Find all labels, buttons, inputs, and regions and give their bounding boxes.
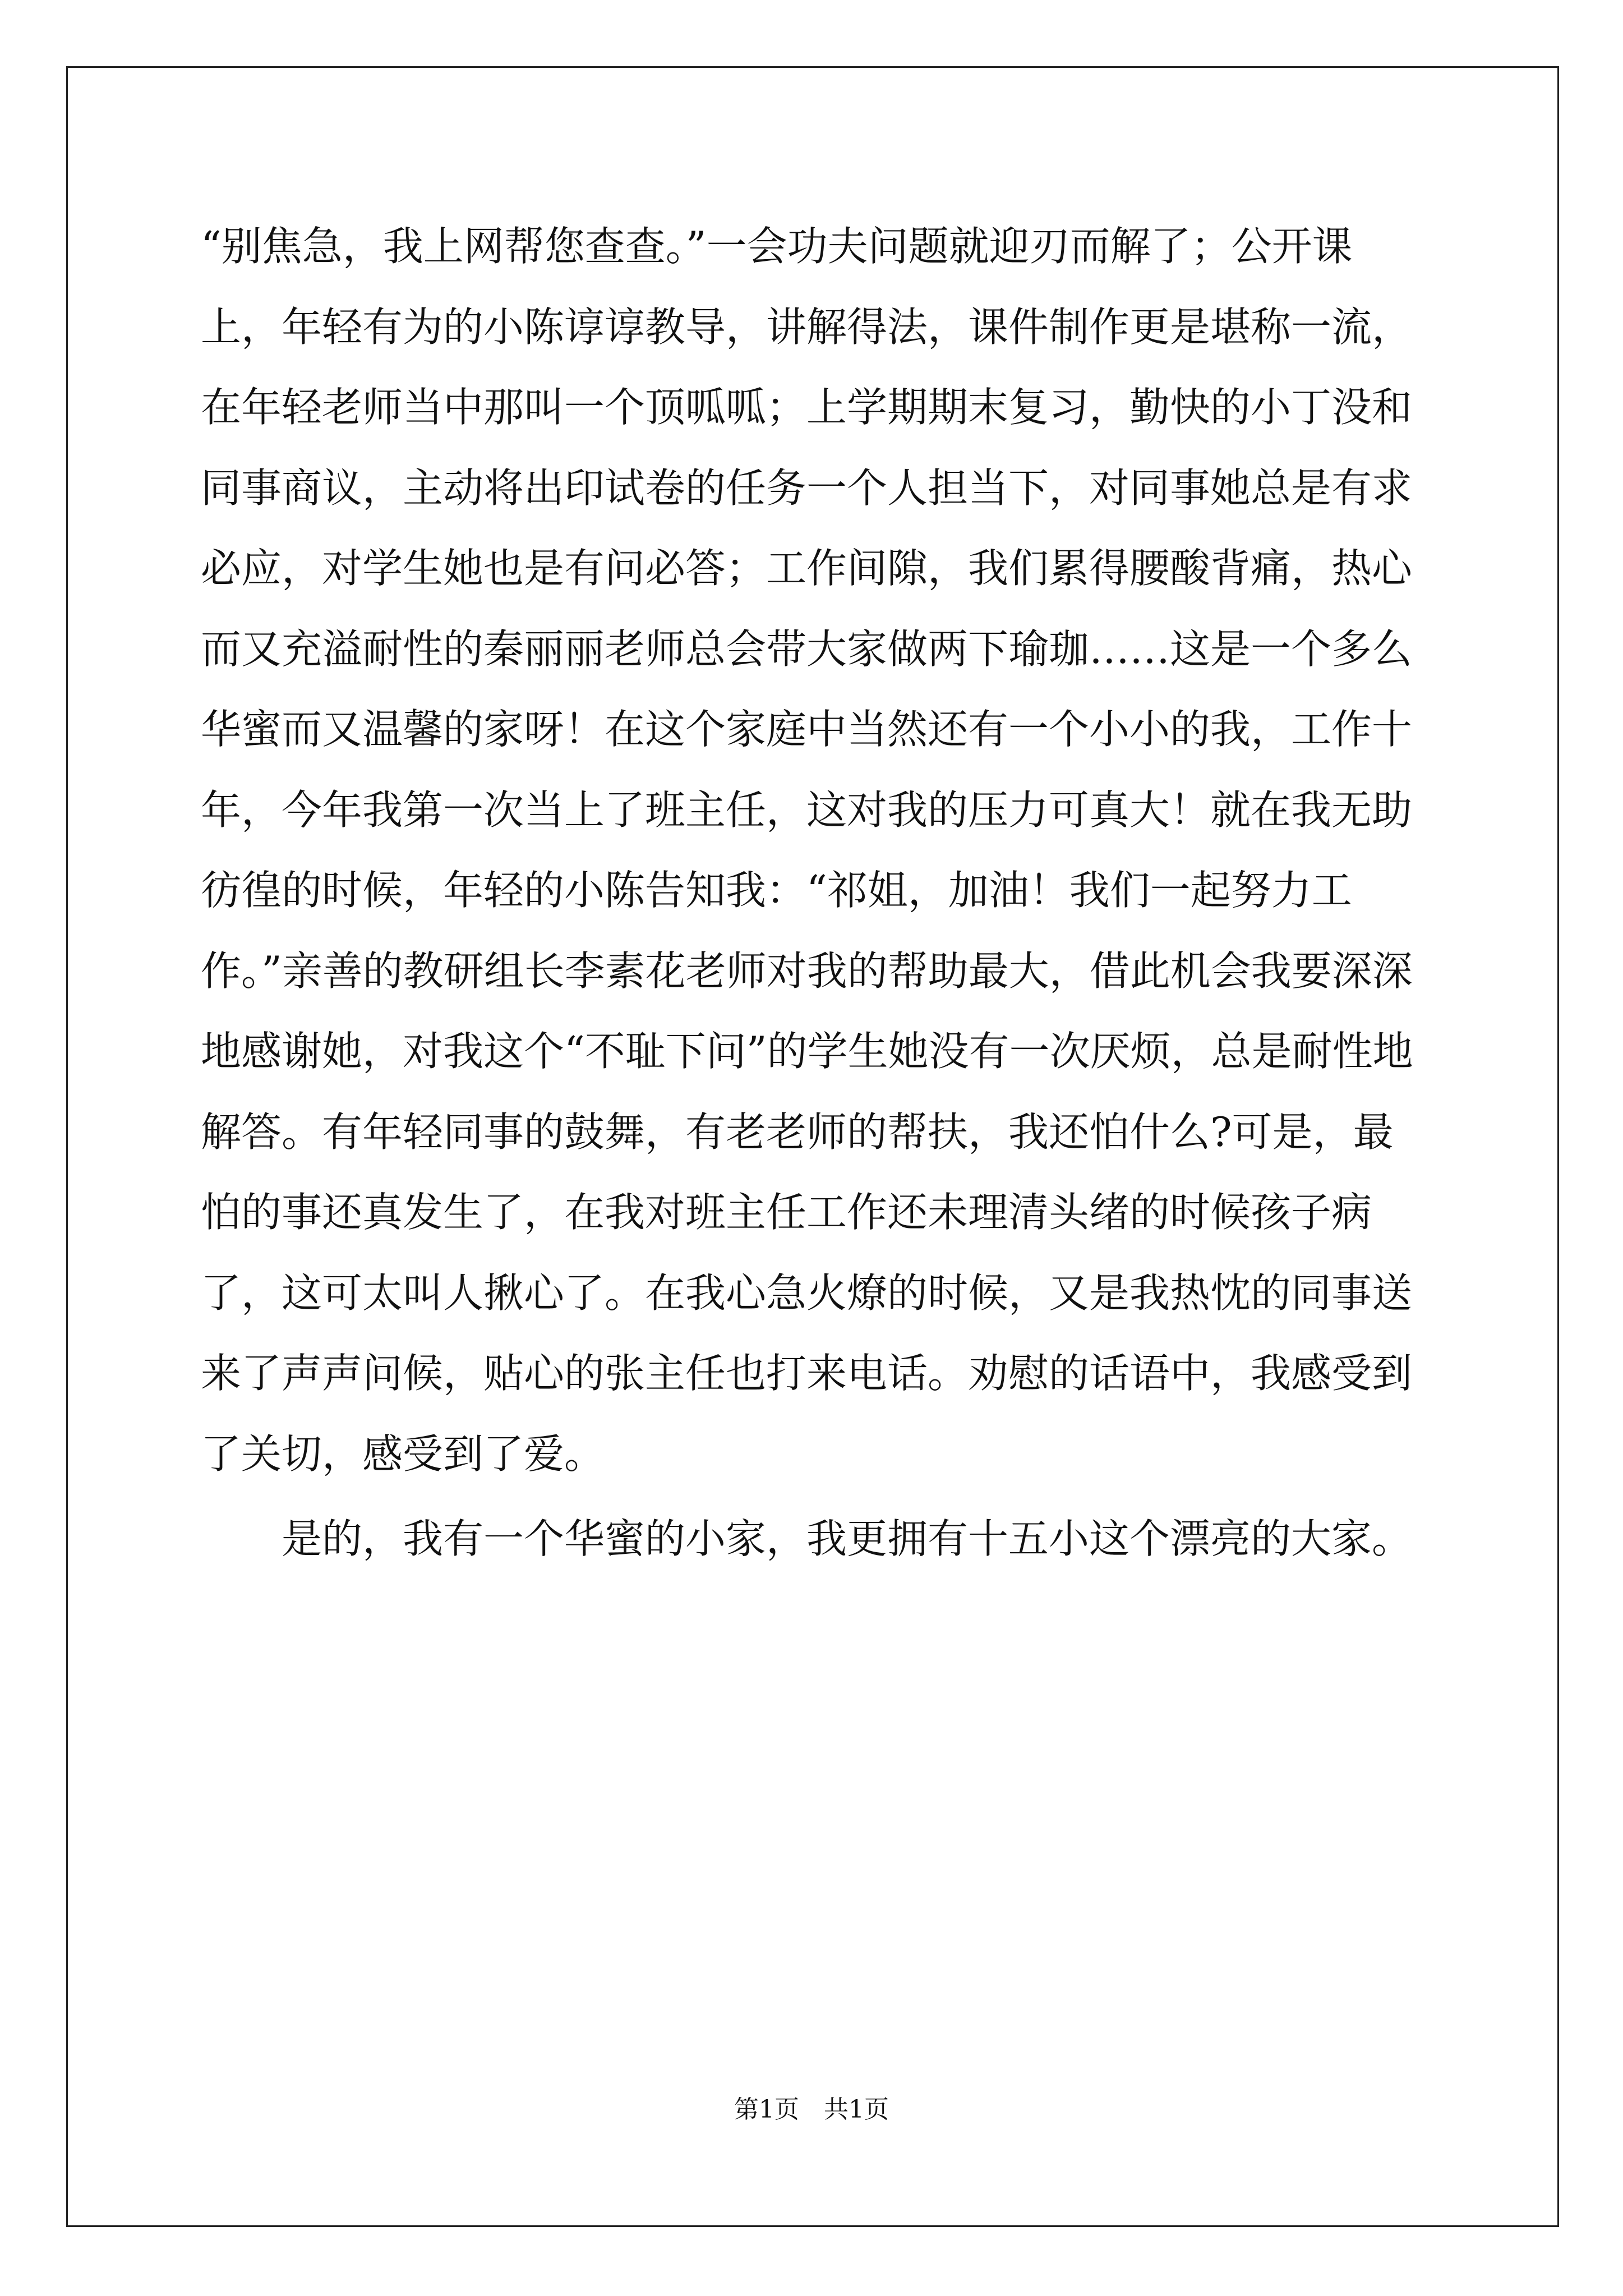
page-number-footer: 第1页 共1页 xyxy=(734,2095,889,2124)
body-paragraph-2: 是的，我有一个华蜜的小家，我更拥有十五小这个漂亮的大家。 xyxy=(282,1515,1413,1562)
document-body xyxy=(201,206,1423,1580)
body-paragraph-1: “别焦急，我上网帮您查查。”一会功夫问题就迎刃而解了；公开课上，年轻有为的小陈谆谆教导，讲解得法，课件制作更是堪称一流，在年轻老师当中那叫一个顶呱呱；上学期期末复习，勤快的小丁没和同事商议，主动将出印试卷的任务一个人担当下，对同事她总是有求必应，对学生她也是有问必答；工作间隙，我们累得腰酸背痛，热心而又充溢耐性的秦丽丽老师总会带大家做两下瑜珈……这是一个多么华蜜而又温馨的家呀！在这个家庭中当然还有一个小小的我，工作十年，今年我第一次当上了班主任，这对我的压力可真大！就在我无助彷徨的时候，年轻的小陈告知我：“祁姐，加油！我们一起努力工作。”亲善的教研组长李素花老师对我的帮助最大，借此机会我要深深地感谢她，对我这个“不耻下问”的学生她没有一次厌烦，总是耐性地解答。有年轻同事的鼓舞，有老老师的帮扶，我还怕什么?可是，最怕的事还真发生了，在我对班主任工作还未理清头绪的时候孩子病了，这可太叫人揪心了。在我心急火燎的时候，又是我热忱的同事送来了声声问候，贴心的张主任也打来电话。劝慰的话语中，我感受到了关切，感受到了爱。 xyxy=(201,223,1413,1478)
